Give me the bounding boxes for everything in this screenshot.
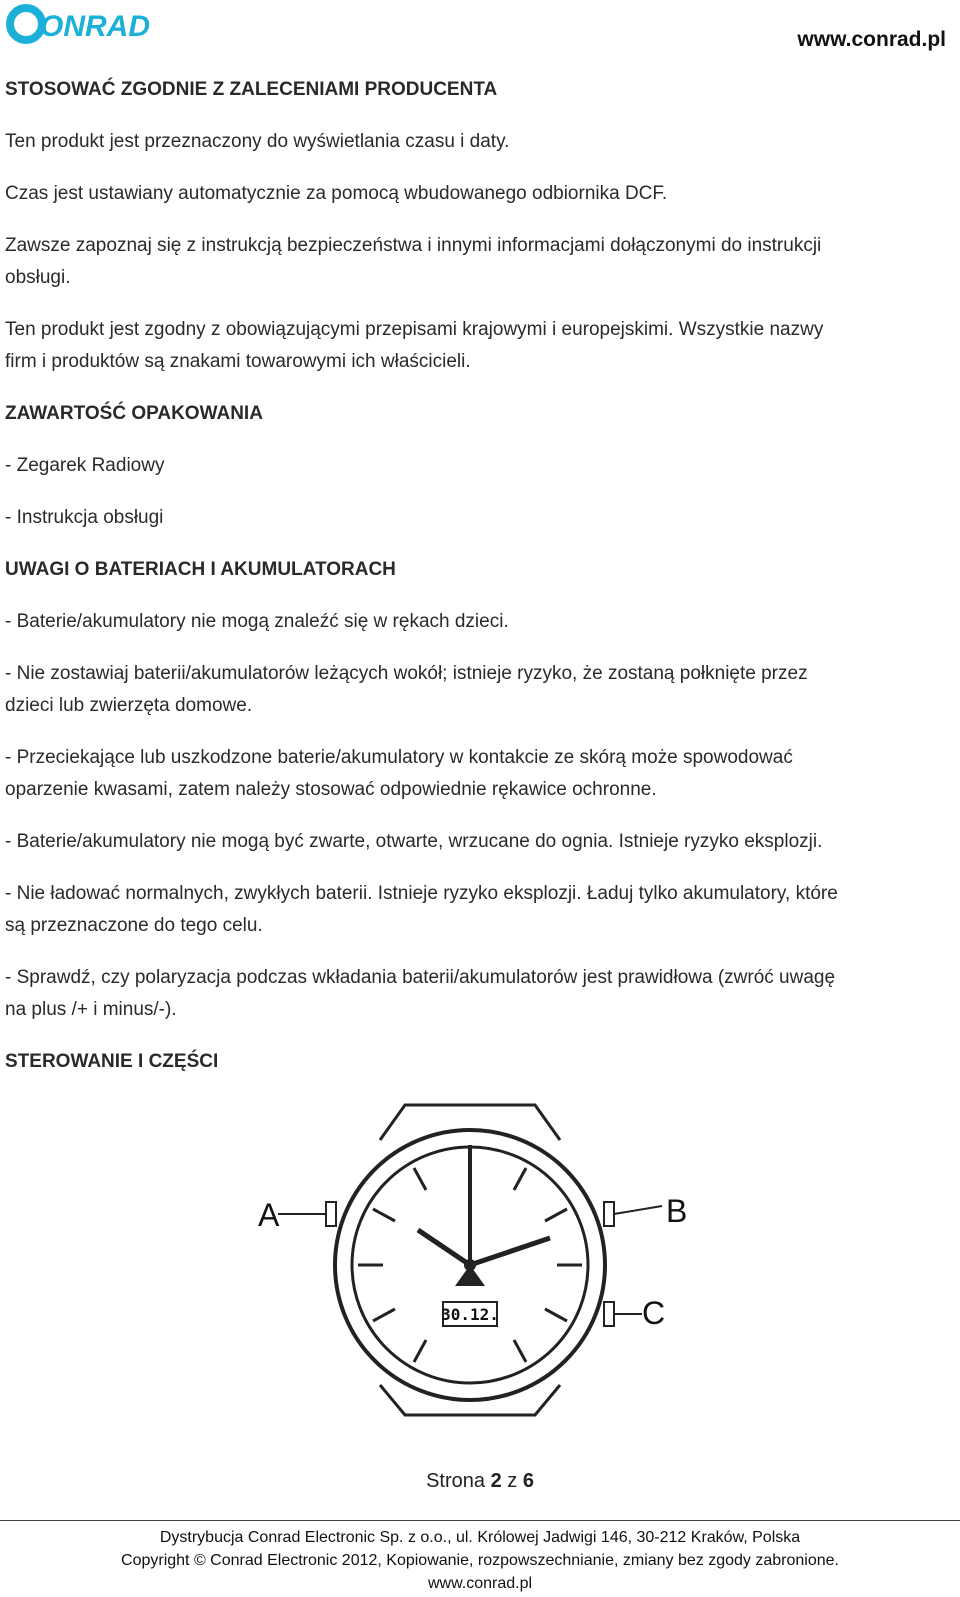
page-footer <box>0 1470 960 1493</box>
list-item: - Instrukcja obsługi <box>5 507 164 528</box>
footer-divider <box>0 1520 960 1521</box>
list-item: - Sprawdź, czy polaryzacja podczas wkładania baterii/akumulatorów jest prawidłowa (zwróć uwagę <box>5 967 836 988</box>
paragraph: obsługi. <box>5 267 71 288</box>
date-display: 30.12. <box>441 1305 499 1324</box>
button-c <box>604 1302 614 1326</box>
footer-text <box>0 1526 960 1595</box>
paragraph: Czas jest ustawiany automatycznie za pomocą wbudowanego odbiornika DCF. <box>5 183 668 204</box>
list-item: - Przeciekające lub uszkodzone baterie/akumulatory w kontakcie ze skórą może spowodować <box>5 747 793 768</box>
page-of: z <box>507 1470 518 1492</box>
document-body <box>5 74 940 1078</box>
page-current: 2 <box>490 1470 502 1492</box>
list-item: oparzenie kwasami, zatem należy stosować odpowiednie rękawice ochronne. <box>5 779 657 800</box>
list-item: - Baterie/akumulatory nie mogą być zwarte, otwarte, wrzucane do ognia. Istnieje ryzyko eksplozji. <box>5 831 823 852</box>
button-a <box>326 1202 336 1226</box>
package-heading: ZAWARTOŚĆ OPAKOWANIA <box>5 403 263 424</box>
header-site-url[interactable]: www.conrad.pl <box>797 28 946 51</box>
list-item: dzieci lub zwierzęta domowe. <box>5 695 253 716</box>
paragraph: firm i produktów są znakami towarowymi ich właścicieli. <box>5 351 471 372</box>
page-total: 6 <box>522 1470 534 1492</box>
page-number <box>0 1470 960 1493</box>
list-item: są przeznaczone do tego celu. <box>5 915 263 936</box>
list-item: - Zegarek Radiowy <box>5 455 165 476</box>
paragraph: Ten produkt jest zgodny z obowiązującymi przepisami krajowymi i europejskimi. Wszystkie nazwy <box>5 319 824 340</box>
page-header <box>0 0 960 60</box>
list-item: - Nie zostawiaj baterii/akumulatorów leżących wokół; istnieje ryzyko, że zostaną połknięte przez <box>5 663 808 684</box>
paragraph: Zawsze zapoznaj się z instrukcją bezpieczeństwa i innymi informacjami dołączonymi do instrukcji <box>5 235 822 256</box>
svg-text:ONRAD: ONRAD <box>40 10 150 43</box>
intended-use-heading: STOSOWAĆ ZGODNIE Z ZALECENIAMI PRODUCENTA <box>5 79 498 100</box>
label-b: B <box>666 1193 688 1229</box>
label-c: C <box>642 1295 666 1331</box>
footer-line: Dystrybucja Conrad Electronic Sp. z o.o., ul. Królowej Jadwigi 146, 30-212 Kraków, Polska <box>159 1529 801 1546</box>
list-item: - Baterie/akumulatory nie mogą znaleźć się w rękach dzieci. <box>5 611 509 632</box>
battery-heading: UWAGI O BATERIACH I AKUMULATORACH <box>5 559 396 580</box>
conrad-logo <box>6 2 166 46</box>
footer-line: Copyright © Conrad Electronic 2012, Kopiowanie, rozpowszechnianie, zmiany bez zgody zabronione. <box>121 1552 839 1569</box>
controls-heading: STEROWANIE I CZĘŚCI <box>5 1051 219 1072</box>
list-item: na plus /+ i minus/-). <box>5 999 177 1020</box>
leader-b <box>614 1206 662 1214</box>
button-b <box>604 1202 614 1226</box>
footer-url[interactable]: www.conrad.pl <box>427 1575 533 1592</box>
list-item: - Nie ładować normalnych, zwykłych baterii. Istnieje ryzyko eksplozji. Ładuj tylko akumulatory, które <box>5 883 838 904</box>
page-prefix: Strona <box>426 1470 485 1492</box>
label-a: A <box>258 1197 280 1233</box>
watch-diagram <box>230 1100 710 1420</box>
hand-pivot <box>464 1259 476 1271</box>
paragraph: Ten produkt jest przeznaczony do wyświetlania czasu i daty. <box>5 131 510 152</box>
